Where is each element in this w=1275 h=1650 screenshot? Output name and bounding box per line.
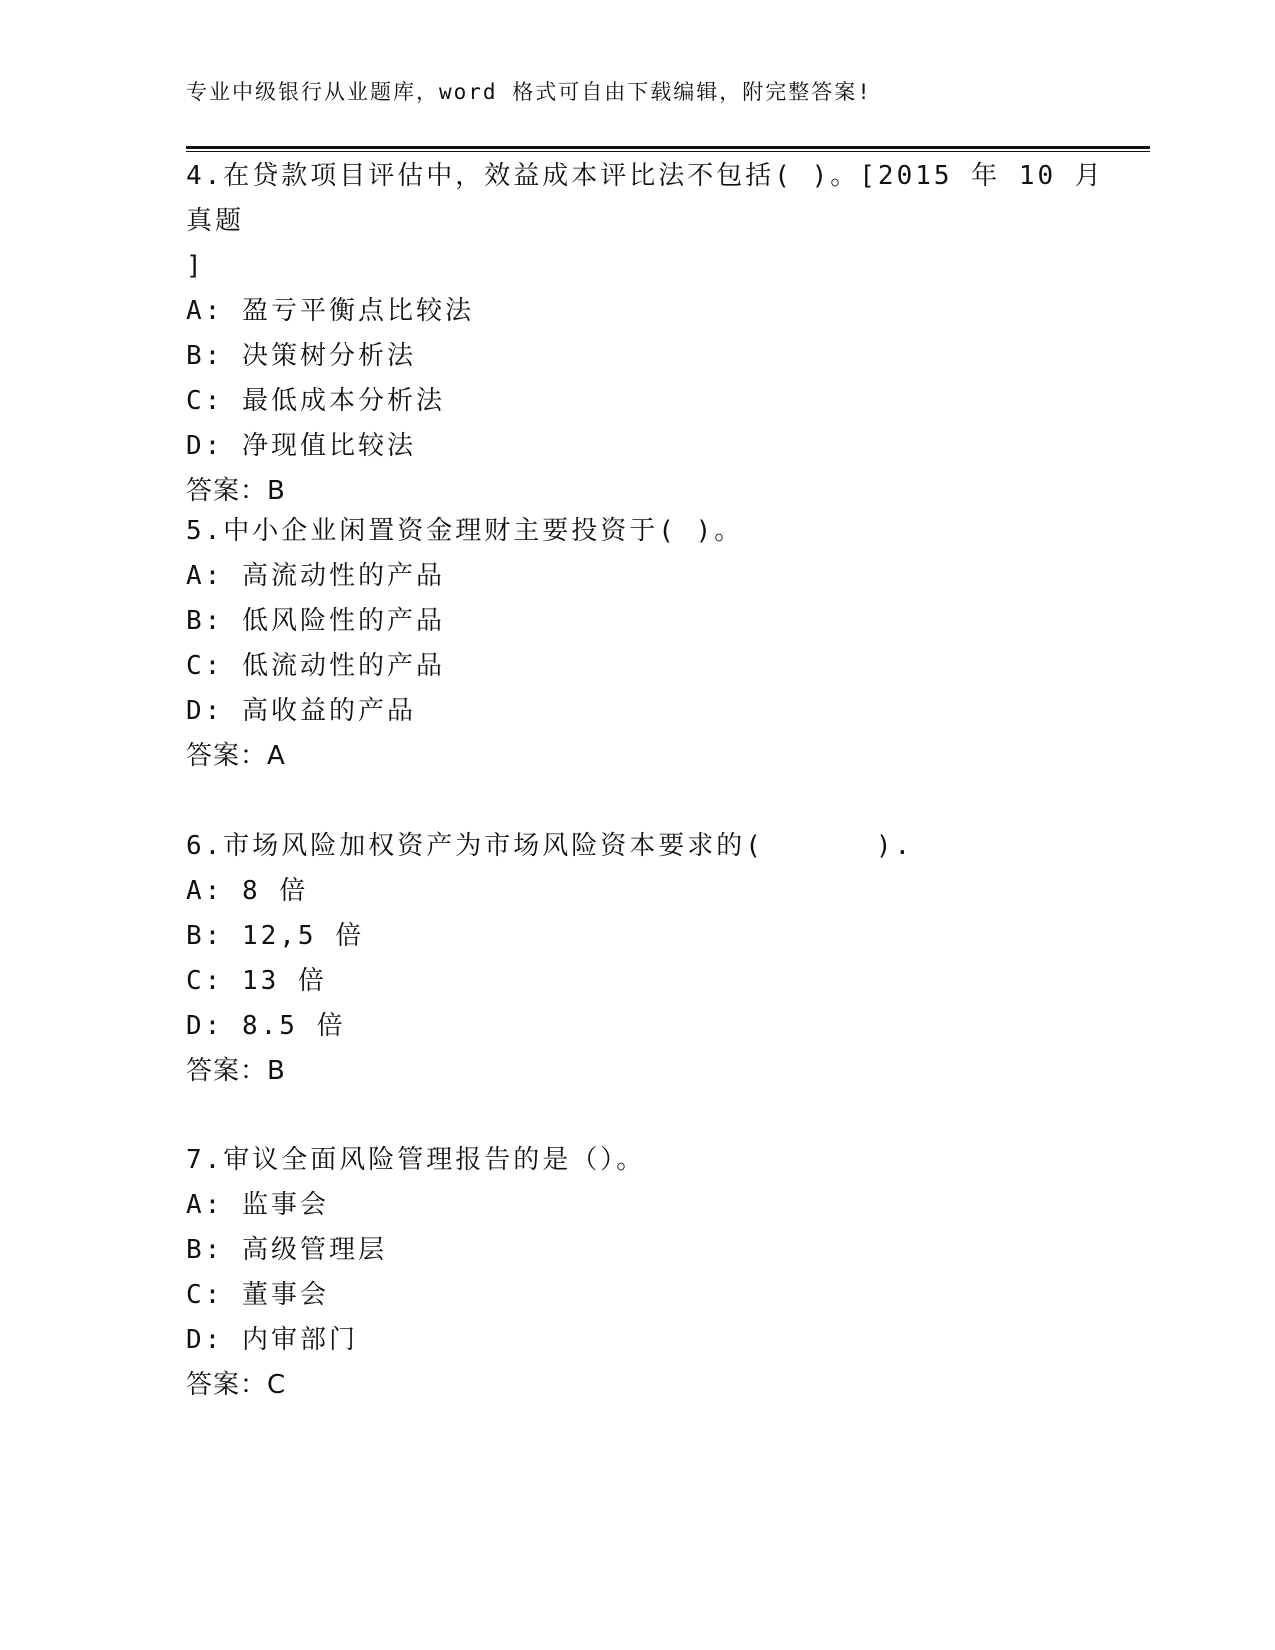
page-header: 专业中级银行从业题库，word 格式可自由下载编辑，附完整答案! bbox=[186, 80, 872, 104]
option-b: B: 高级管理层 bbox=[186, 1235, 387, 1265]
option-b: B: 决策树分析法 bbox=[186, 341, 416, 371]
question-block bbox=[186, 154, 1106, 514]
answer-line: 答案：C bbox=[186, 1370, 287, 1400]
question-title: 7.审议全面风险管理报告的是（）。 bbox=[186, 1145, 646, 1175]
option-a: A: 监事会 bbox=[186, 1190, 329, 1220]
option-a: A: 盈亏平衡点比较法 bbox=[186, 296, 474, 326]
answer-line: 答案：B bbox=[186, 476, 286, 506]
option-c: C: 低流动性的产品 bbox=[186, 651, 445, 681]
option-d: D: 净现值比较法 bbox=[186, 431, 416, 461]
answer-line: 答案：A bbox=[186, 741, 286, 771]
option-d: D: 8.5 倍 bbox=[186, 1011, 346, 1041]
option-a: A: 高流动性的产品 bbox=[186, 561, 445, 591]
answer-line: 答案：B bbox=[186, 1056, 286, 1086]
header-divider-thick bbox=[186, 146, 1150, 149]
question-block bbox=[186, 509, 1106, 779]
option-b: B: 低风险性的产品 bbox=[186, 606, 445, 636]
option-c: C: 董事会 bbox=[186, 1280, 329, 1310]
option-d: D: 高收益的产品 bbox=[186, 696, 416, 726]
question-title: 5.中小企业闲置资金理财主要投资于( )。 bbox=[186, 516, 744, 546]
option-c: C: 最低成本分析法 bbox=[186, 386, 445, 416]
question-block bbox=[186, 1138, 1106, 1408]
option-c: C: 13 倍 bbox=[186, 966, 327, 996]
header-divider-thin bbox=[186, 151, 1150, 152]
option-b: B: 12,5 倍 bbox=[186, 921, 365, 951]
question-title: 4.在贷款项目评估中，效益成本评比法不包括( )。[2015 年 10 月真题 ] bbox=[186, 161, 1104, 281]
option-a: A: 8 倍 bbox=[186, 876, 309, 906]
question-block bbox=[186, 824, 1106, 1094]
question-title: 6.市场风险加权资产为市场风险资本要求的( ). bbox=[186, 831, 914, 861]
option-d: D: 内审部门 bbox=[186, 1325, 358, 1355]
